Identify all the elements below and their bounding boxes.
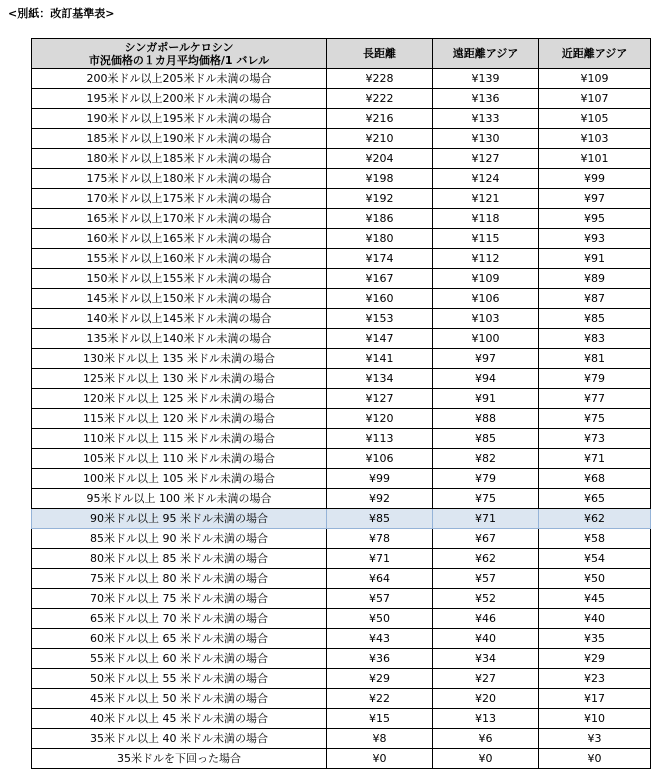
table-row — [32, 689, 651, 709]
table-row — [32, 149, 651, 169]
near-asia-cell: ¥50 — [539, 569, 651, 589]
near-asia-cell: ¥17 — [539, 689, 651, 709]
table-row — [32, 289, 651, 309]
table-row — [32, 189, 651, 209]
long-distance-cell: ¥92 — [327, 489, 433, 509]
table-row — [32, 449, 651, 469]
near-asia-cell: ¥3 — [539, 729, 651, 749]
far-asia-cell: ¥94 — [433, 369, 539, 389]
price-range-cell: 120米ドル以上 125 米ドル未満の場合 — [32, 389, 327, 409]
table-row — [32, 329, 651, 349]
price-range-cell: 155米ドル以上160米ドル未満の場合 — [32, 249, 327, 269]
table-row — [32, 669, 651, 689]
price-range-cell: 145米ドル以上150米ドル未満の場合 — [32, 289, 327, 309]
near-asia-cell: ¥93 — [539, 229, 651, 249]
table-body — [32, 69, 651, 769]
near-asia-cell: ¥79 — [539, 369, 651, 389]
price-range-cell: 65米ドル以上 70 米ドル未満の場合 — [32, 609, 327, 629]
long-distance-cell: ¥71 — [327, 549, 433, 569]
near-asia-cell: ¥99 — [539, 169, 651, 189]
long-distance-cell: ¥141 — [327, 349, 433, 369]
price-range-cell: 180米ドル以上185米ドル未満の場合 — [32, 149, 327, 169]
price-range-cell: 195米ドル以上200米ドル未満の場合 — [32, 89, 327, 109]
far-asia-cell: ¥82 — [433, 449, 539, 469]
price-range-cell: 90米ドル以上 95 米ドル未満の場合 — [32, 509, 327, 529]
long-distance-cell: ¥15 — [327, 709, 433, 729]
table-row — [32, 469, 651, 489]
table-row — [32, 629, 651, 649]
table-row — [32, 589, 651, 609]
price-range-cell: 95米ドル以上 100 米ドル未満の場合 — [32, 489, 327, 509]
price-range-cell: 160米ドル以上165米ドル未満の場合 — [32, 229, 327, 249]
far-asia-cell: ¥100 — [433, 329, 539, 349]
near-asia-cell: ¥97 — [539, 189, 651, 209]
near-asia-cell: ¥87 — [539, 289, 651, 309]
header-near-asia: 近距離アジア — [539, 39, 651, 69]
near-asia-cell: ¥83 — [539, 329, 651, 349]
long-distance-cell: ¥29 — [327, 669, 433, 689]
header-price-range — [32, 39, 327, 69]
long-distance-cell: ¥192 — [327, 189, 433, 209]
long-distance-cell: ¥216 — [327, 109, 433, 129]
far-asia-cell: ¥27 — [433, 669, 539, 689]
price-range-cell: 130米ドル以上 135 米ドル未満の場合 — [32, 349, 327, 369]
near-asia-cell: ¥103 — [539, 129, 651, 149]
table-row — [32, 489, 651, 509]
near-asia-cell: ¥68 — [539, 469, 651, 489]
price-range-cell: 60米ドル以上 65 米ドル未満の場合 — [32, 629, 327, 649]
rate-table — [31, 38, 651, 769]
price-range-cell: 105米ドル以上 110 米ドル未満の場合 — [32, 449, 327, 469]
table-row — [32, 569, 651, 589]
price-range-cell: 165米ドル以上170米ドル未満の場合 — [32, 209, 327, 229]
near-asia-cell: ¥81 — [539, 349, 651, 369]
long-distance-cell: ¥0 — [327, 749, 433, 769]
price-range-cell: 75米ドル以上 80 米ドル未満の場合 — [32, 569, 327, 589]
near-asia-cell: ¥45 — [539, 589, 651, 609]
near-asia-cell: ¥91 — [539, 249, 651, 269]
header-price-range-line2: 市況価格の１カ月平均価格/1 バレル — [88, 53, 270, 67]
table-row — [32, 649, 651, 669]
header-far-asia: 遠距離アジア — [433, 39, 539, 69]
long-distance-cell: ¥210 — [327, 129, 433, 149]
near-asia-cell: ¥75 — [539, 409, 651, 429]
long-distance-cell: ¥85 — [327, 509, 433, 529]
long-distance-cell: ¥57 — [327, 589, 433, 609]
price-range-cell: 80米ドル以上 85 米ドル未満の場合 — [32, 549, 327, 569]
table-row — [32, 209, 651, 229]
price-range-cell: 175米ドル以上180米ドル未満の場合 — [32, 169, 327, 189]
near-asia-cell: ¥95 — [539, 209, 651, 229]
far-asia-cell: ¥124 — [433, 169, 539, 189]
price-range-cell: 70米ドル以上 75 米ドル未満の場合 — [32, 589, 327, 609]
header-price-range-line1: シンガポールケロシン — [124, 40, 234, 54]
table-row — [32, 169, 651, 189]
long-distance-cell: ¥36 — [327, 649, 433, 669]
table-row — [32, 129, 651, 149]
far-asia-cell: ¥67 — [433, 529, 539, 549]
near-asia-cell: ¥71 — [539, 449, 651, 469]
price-range-cell: 50米ドル以上 55 米ドル未満の場合 — [32, 669, 327, 689]
price-range-cell: 35米ドル以上 40 米ドル未満の場合 — [32, 729, 327, 749]
far-asia-cell: ¥0 — [433, 749, 539, 769]
table-row — [32, 389, 651, 409]
near-asia-cell: ¥73 — [539, 429, 651, 449]
long-distance-cell: ¥127 — [327, 389, 433, 409]
table-row — [32, 369, 651, 389]
long-distance-cell: ¥120 — [327, 409, 433, 429]
long-distance-cell: ¥167 — [327, 269, 433, 289]
long-distance-cell: ¥134 — [327, 369, 433, 389]
long-distance-cell: ¥22 — [327, 689, 433, 709]
far-asia-cell: ¥133 — [433, 109, 539, 129]
long-distance-cell: ¥113 — [327, 429, 433, 449]
table-row — [32, 549, 651, 569]
price-range-cell: 85米ドル以上 90 米ドル未満の場合 — [32, 529, 327, 549]
long-distance-cell: ¥198 — [327, 169, 433, 189]
near-asia-cell: ¥77 — [539, 389, 651, 409]
table-header-row — [32, 39, 651, 69]
price-range-cell: 170米ドル以上175米ドル未満の場合 — [32, 189, 327, 209]
near-asia-cell: ¥40 — [539, 609, 651, 629]
price-range-cell: 110米ドル以上 115 米ドル未満の場合 — [32, 429, 327, 449]
long-distance-cell: ¥147 — [327, 329, 433, 349]
table-row — [32, 609, 651, 629]
near-asia-cell: ¥65 — [539, 489, 651, 509]
near-asia-cell: ¥101 — [539, 149, 651, 169]
far-asia-cell: ¥136 — [433, 89, 539, 109]
price-range-cell: 135米ドル以上140米ドル未満の場合 — [32, 329, 327, 349]
near-asia-cell: ¥107 — [539, 89, 651, 109]
long-distance-cell: ¥43 — [327, 629, 433, 649]
far-asia-cell: ¥52 — [433, 589, 539, 609]
far-asia-cell: ¥57 — [433, 569, 539, 589]
near-asia-cell: ¥35 — [539, 629, 651, 649]
near-asia-cell: ¥62 — [539, 509, 651, 529]
far-asia-cell: ¥79 — [433, 469, 539, 489]
table-row — [32, 409, 651, 429]
far-asia-cell: ¥88 — [433, 409, 539, 429]
table-row — [32, 529, 651, 549]
header-long-distance: 長距離 — [327, 39, 433, 69]
far-asia-cell: ¥127 — [433, 149, 539, 169]
table-row — [32, 309, 651, 329]
near-asia-cell: ¥89 — [539, 269, 651, 289]
price-range-cell: 45米ドル以上 50 米ドル未満の場合 — [32, 689, 327, 709]
far-asia-cell: ¥20 — [433, 689, 539, 709]
far-asia-cell: ¥130 — [433, 129, 539, 149]
far-asia-cell: ¥75 — [433, 489, 539, 509]
far-asia-cell: ¥139 — [433, 69, 539, 89]
table-row — [32, 89, 651, 109]
price-range-cell: 115米ドル以上 120 米ドル未満の場合 — [32, 409, 327, 429]
long-distance-cell: ¥78 — [327, 529, 433, 549]
near-asia-cell: ¥58 — [539, 529, 651, 549]
table-row — [32, 109, 651, 129]
far-asia-cell: ¥112 — [433, 249, 539, 269]
far-asia-cell: ¥121 — [433, 189, 539, 209]
table-row — [32, 709, 651, 729]
long-distance-cell: ¥222 — [327, 89, 433, 109]
near-asia-cell: ¥29 — [539, 649, 651, 669]
price-range-cell: 200米ドル以上205米ドル未満の場合 — [32, 69, 327, 89]
far-asia-cell: ¥85 — [433, 429, 539, 449]
near-asia-cell: ¥85 — [539, 309, 651, 329]
far-asia-cell: ¥6 — [433, 729, 539, 749]
long-distance-cell: ¥228 — [327, 69, 433, 89]
far-asia-cell: ¥62 — [433, 549, 539, 569]
far-asia-cell: ¥106 — [433, 289, 539, 309]
long-distance-cell: ¥99 — [327, 469, 433, 489]
price-range-cell: 125米ドル以上 130 米ドル未満の場合 — [32, 369, 327, 389]
near-asia-cell: ¥54 — [539, 549, 651, 569]
table-row — [32, 429, 651, 449]
long-distance-cell: ¥64 — [327, 569, 433, 589]
long-distance-cell: ¥160 — [327, 289, 433, 309]
table-row — [32, 509, 651, 529]
long-distance-cell: ¥50 — [327, 609, 433, 629]
far-asia-cell: ¥109 — [433, 269, 539, 289]
price-range-cell: 100米ドル以上 105 米ドル未満の場合 — [32, 469, 327, 489]
document-title: <別紙：改訂基準表> — [8, 7, 115, 20]
far-asia-cell: ¥13 — [433, 709, 539, 729]
table-row — [32, 729, 651, 749]
price-range-cell: 140米ドル以上145米ドル未満の場合 — [32, 309, 327, 329]
far-asia-cell: ¥34 — [433, 649, 539, 669]
table-row — [32, 229, 651, 249]
near-asia-cell: ¥23 — [539, 669, 651, 689]
far-asia-cell: ¥91 — [433, 389, 539, 409]
long-distance-cell: ¥8 — [327, 729, 433, 749]
table-row — [32, 749, 651, 769]
long-distance-cell: ¥174 — [327, 249, 433, 269]
price-range-cell: 55米ドル以上 60 米ドル未満の場合 — [32, 649, 327, 669]
near-asia-cell: ¥105 — [539, 109, 651, 129]
price-range-cell: 190米ドル以上195米ドル未満の場合 — [32, 109, 327, 129]
long-distance-cell: ¥186 — [327, 209, 433, 229]
table-row — [32, 69, 651, 89]
long-distance-cell: ¥180 — [327, 229, 433, 249]
far-asia-cell: ¥71 — [433, 509, 539, 529]
price-range-cell: 150米ドル以上155米ドル未満の場合 — [32, 269, 327, 289]
table-row — [32, 349, 651, 369]
far-asia-cell: ¥40 — [433, 629, 539, 649]
table-row — [32, 269, 651, 289]
near-asia-cell: ¥109 — [539, 69, 651, 89]
far-asia-cell: ¥103 — [433, 309, 539, 329]
long-distance-cell: ¥204 — [327, 149, 433, 169]
near-asia-cell: ¥0 — [539, 749, 651, 769]
price-range-cell: 185米ドル以上190米ドル未満の場合 — [32, 129, 327, 149]
near-asia-cell: ¥10 — [539, 709, 651, 729]
table-row — [32, 249, 651, 269]
long-distance-cell: ¥153 — [327, 309, 433, 329]
far-asia-cell: ¥97 — [433, 349, 539, 369]
price-range-cell: 40米ドル以上 45 米ドル未満の場合 — [32, 709, 327, 729]
far-asia-cell: ¥118 — [433, 209, 539, 229]
price-range-cell: 35米ドルを下回った場合 — [32, 749, 327, 769]
far-asia-cell: ¥115 — [433, 229, 539, 249]
long-distance-cell: ¥106 — [327, 449, 433, 469]
far-asia-cell: ¥46 — [433, 609, 539, 629]
